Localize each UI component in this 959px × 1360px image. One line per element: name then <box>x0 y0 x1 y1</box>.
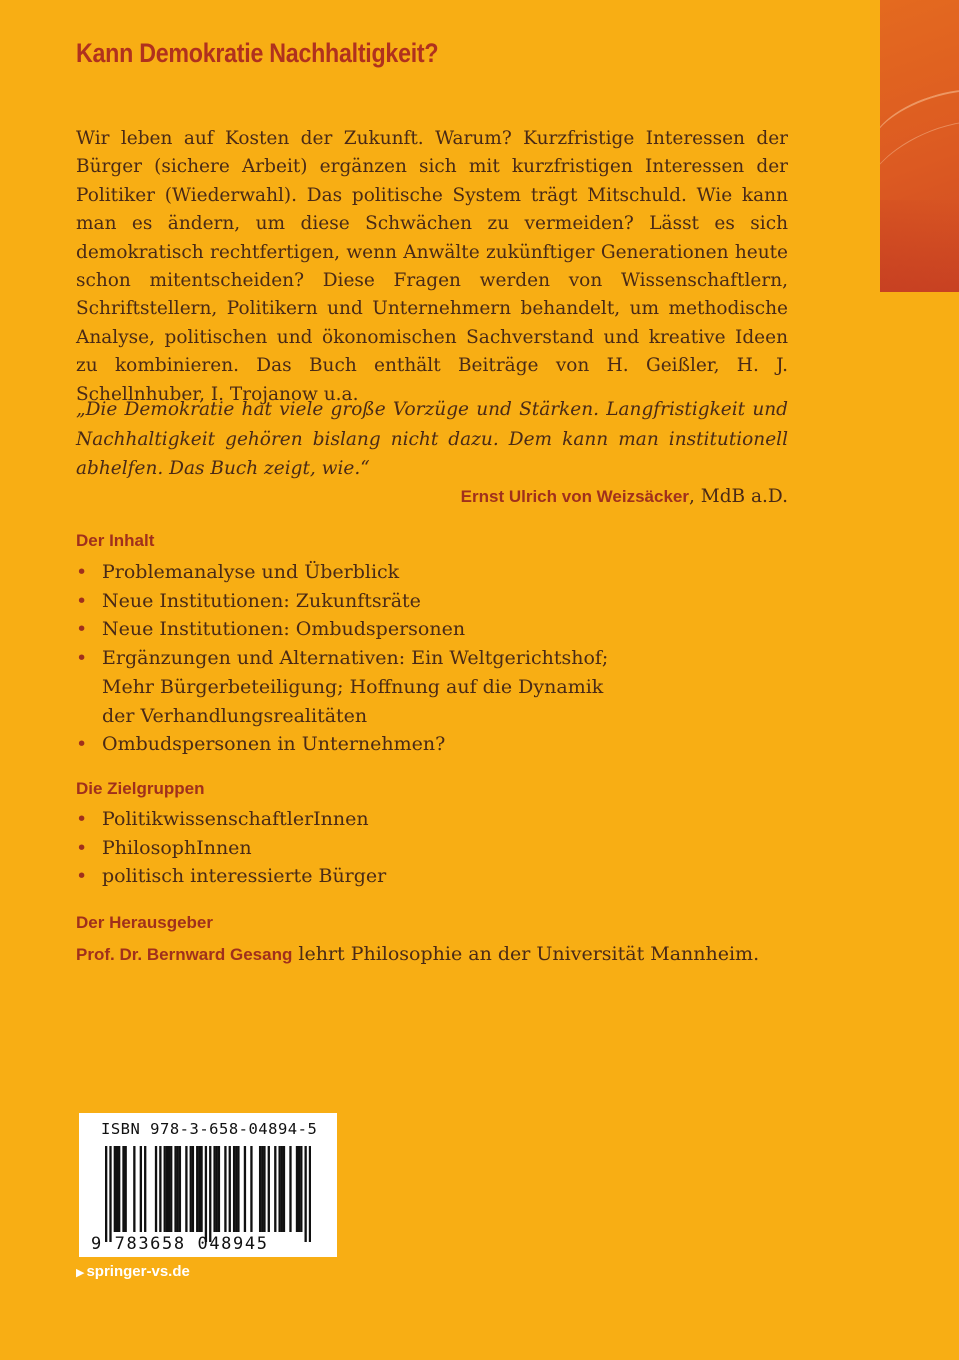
list-item <box>76 805 776 834</box>
bullet: • <box>76 561 88 583</box>
audience-list <box>76 805 776 891</box>
bullet: • <box>76 836 88 859</box>
list-item <box>76 730 776 759</box>
barcode-bar <box>200 1146 202 1232</box>
list-item-line: Ombudspersonen in Unternehmen? <box>102 733 446 756</box>
barcode-bar <box>261 1146 263 1232</box>
barcode-bar <box>179 1146 181 1232</box>
barcode-bar <box>304 1146 306 1242</box>
book-title: Kann Demokratie Nachhaltigkeit? <box>76 38 439 68</box>
barcode-bar <box>168 1146 170 1232</box>
bullet: • <box>76 733 88 756</box>
website-label: springer-vs.de <box>86 1263 190 1280</box>
list-item <box>76 862 776 891</box>
barcode-bar <box>105 1146 107 1242</box>
barcode-bar <box>209 1146 211 1242</box>
barcode-bar <box>233 1146 235 1232</box>
barcode-bar <box>263 1146 265 1232</box>
list-item <box>76 615 776 644</box>
editor-description: lehrt Philosophie an der Universität Mannheim. <box>292 943 760 965</box>
isbn-label: ISBN 978-3-658-04894-5 <box>101 1120 318 1138</box>
barcode-bar <box>224 1146 226 1232</box>
list-item <box>76 834 776 863</box>
barcode-bar <box>155 1146 157 1232</box>
barcode-bar <box>298 1146 300 1232</box>
barcode-bar <box>244 1146 246 1232</box>
barcode-bar <box>114 1146 116 1232</box>
barcode-bar <box>122 1146 124 1232</box>
barcode-bar <box>118 1146 120 1232</box>
barcode-bar <box>274 1146 276 1232</box>
barcode-bar <box>268 1146 270 1232</box>
list-item-line: Problemanalyse und Überblick <box>102 561 400 583</box>
barcode-bar <box>125 1146 127 1232</box>
list-item <box>76 644 776 730</box>
barcode-bar <box>196 1146 198 1232</box>
barcode-bar <box>218 1146 220 1232</box>
barcode-bar <box>144 1146 146 1232</box>
barcode-bar <box>116 1146 118 1232</box>
list-item-line: PolitikwissenschaftlerInnen <box>102 808 369 830</box>
barcode-bar <box>205 1146 207 1242</box>
list-item-line: Neue Institutionen: Ombudspersonen <box>102 618 466 641</box>
barcode-bar <box>289 1146 291 1232</box>
bullet: • <box>76 647 88 670</box>
barcode-box <box>79 1113 337 1257</box>
barcode-bar <box>235 1146 237 1232</box>
barcode-bar <box>164 1146 166 1232</box>
bullet: • <box>76 589 88 612</box>
list-item-line: Ergänzungen und Alternativen: Ein Weltgerichtshof; <box>102 647 609 670</box>
bullet: • <box>76 618 88 641</box>
barcode-bar <box>278 1146 280 1232</box>
blurb-paragraph: Wir leben auf Kosten der Zukunft. Warum? Kurzfristige Interessen der Bürger (sichere Arbeit) ergänzen sich mit kurzfristigen Interessen der Politiker (Wiederwahl). Das politische System trägt Mitschuld. Wie kann man es ändern, um diese Schwächen zu vermeiden? Lässt es sich demokratisch rechtfertigen, wenn Anwälte zukünftiger Generationen heute schon mitentscheiden? Diese Fragen werden von Wissenschaftlern, Schriftstellern, Politikern und Unternehmern behandelt, um methodische Analyse, politischen und ökonomischen Sachverstand und kreative Ideen zu kombinieren. Das Buch enthält Beiträge von H. Geißler, H. J. Schellnhuber, I. Trojanow u.a. <box>76 128 788 405</box>
arrow-icon: ▶ <box>76 1267 85 1279</box>
barcode-bar <box>198 1146 200 1232</box>
barcode-bar <box>174 1146 176 1232</box>
barcode-bar <box>283 1146 285 1232</box>
barcode-bar <box>177 1146 179 1232</box>
bullet: • <box>76 808 88 830</box>
barcode-bar <box>237 1146 239 1232</box>
barcode-bar <box>159 1146 161 1232</box>
quote-author: Ernst Ulrich von Weizsäcker <box>460 487 689 506</box>
barcode-bar <box>213 1146 215 1232</box>
editor-name: Prof. Dr. Bernward Gesang <box>76 945 293 964</box>
list-item-line: Neue Institutionen: Zukunftsräte <box>102 589 421 612</box>
endorsement-quote: „Die Demokratie hat viele große Vorzüge und Stärken. Langfristigkeit und Nachhaltigkeit gehören bislang nicht dazu. Dem kann man institutionell abhelfen. Das Buch zeigt, wie.“ <box>76 399 788 479</box>
barcode-bar <box>133 1146 135 1232</box>
bullet: • <box>76 865 88 888</box>
barcode-bar <box>300 1146 302 1232</box>
editor-line <box>76 940 759 969</box>
barcode-bar <box>170 1146 172 1232</box>
barcode-bar <box>140 1146 142 1232</box>
barcode-bar <box>259 1146 261 1232</box>
list-item <box>76 558 776 587</box>
audience-heading: Die Zielgruppen <box>76 779 205 798</box>
quote-attribution <box>76 483 788 511</box>
list-item-line: Mehr Bürgerbeteiligung; Hoffnung auf die Dynamik <box>102 675 604 698</box>
quote-author-suffix: , MdB a.D. <box>689 486 788 507</box>
list-item-line: politisch interessierte Bürger <box>102 865 387 888</box>
ean-digits: 9 783658 048945 <box>91 1234 269 1254</box>
barcode-bar <box>190 1146 192 1232</box>
cover-accent-bar <box>880 0 959 292</box>
publisher-website[interactable] <box>76 1263 190 1280</box>
barcode-bar <box>166 1146 168 1232</box>
barcode-bar <box>185 1146 187 1232</box>
barcode-bar <box>192 1146 194 1232</box>
contents-heading: Der Inhalt <box>76 531 155 550</box>
barcode-bar <box>229 1146 231 1232</box>
accent-shade <box>880 200 959 292</box>
contents-list <box>76 558 776 759</box>
list-item-line: der Verhandlungsrealitäten <box>102 704 368 727</box>
barcode-bar <box>296 1146 298 1232</box>
editor-heading: Der Herausgeber <box>76 913 214 932</box>
barcode-bar <box>250 1146 252 1232</box>
barcode-bar <box>109 1146 111 1242</box>
list-item-line: PhilosophInnen <box>102 836 252 859</box>
barcode-bar <box>216 1146 218 1232</box>
barcode-bar <box>309 1146 311 1242</box>
barcode-bars <box>105 1146 311 1242</box>
list-item <box>76 587 776 616</box>
barcode-bar <box>281 1146 283 1232</box>
